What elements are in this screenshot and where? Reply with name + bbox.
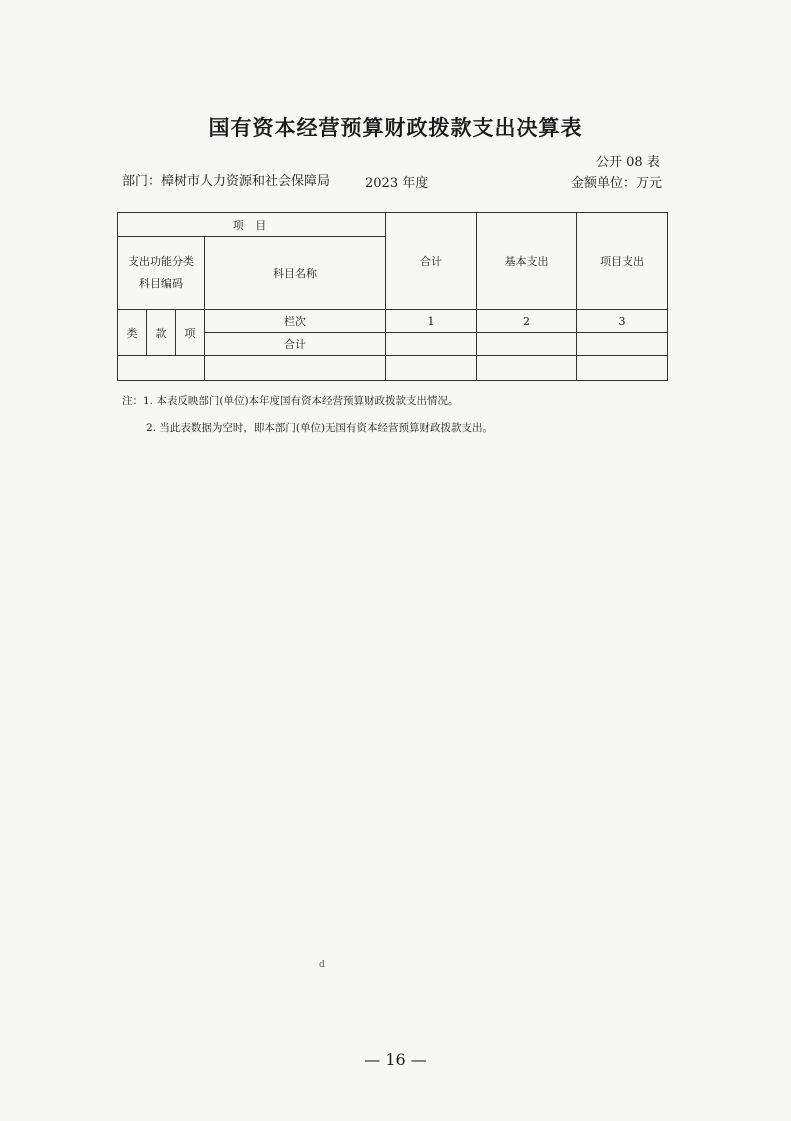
header-item-cell: 项 目 (118, 213, 386, 237)
page-title: 国有资本经营预算财政拨款支出决算表 (208, 115, 583, 140)
col-index-2: 2 (477, 310, 577, 333)
note-1: 注：1. 本表反映部门(单位)本年度国有资本经营预算财政拨款支出情况。 (122, 395, 459, 407)
table-row (118, 356, 668, 381)
xiang-cell: 项 (176, 310, 205, 356)
subject-name-cell: 科目名称 (205, 237, 386, 310)
table-index-row (118, 310, 668, 333)
amount-unit: 金额单位：万元 (571, 176, 663, 191)
stray-mark: d (319, 960, 325, 970)
table-header-row (118, 213, 668, 237)
header-basic-cell: 基本支出 (477, 213, 577, 310)
lei-cell: 类 (118, 310, 147, 356)
header-project-cell: 项目支出 (577, 213, 668, 310)
total-basic-cell (477, 333, 577, 356)
col-index-3: 3 (577, 310, 668, 333)
table-cell (205, 356, 386, 381)
col-index-label: 栏次 (205, 310, 386, 333)
fiscal-year: 2023 年度 (365, 176, 429, 191)
form-number: 公开 08 表 (596, 155, 660, 170)
table-cell (386, 356, 477, 381)
note-2: 2. 当此表数据为空时，即本部门(单位)无国有资本经营预算财政拨款支出。 (146, 422, 494, 434)
col-index-1: 1 (386, 310, 477, 333)
page-number: — 16 — (364, 1050, 427, 1069)
total-value-cell (386, 333, 477, 356)
table-cell (477, 356, 577, 381)
total-project-cell (577, 333, 668, 356)
expenditure-table (117, 212, 668, 381)
total-label-cell: 合计 (205, 333, 386, 356)
func-code-cell: 支出功能分类科目编码 (118, 237, 205, 310)
table-cell (118, 356, 205, 381)
kuan-cell: 款 (147, 310, 176, 356)
notes (122, 388, 493, 442)
table-cell (577, 356, 668, 381)
header-total-cell: 合计 (386, 213, 477, 310)
department-label: 部门：樟树市人力资源和社会保障局 (122, 174, 331, 189)
